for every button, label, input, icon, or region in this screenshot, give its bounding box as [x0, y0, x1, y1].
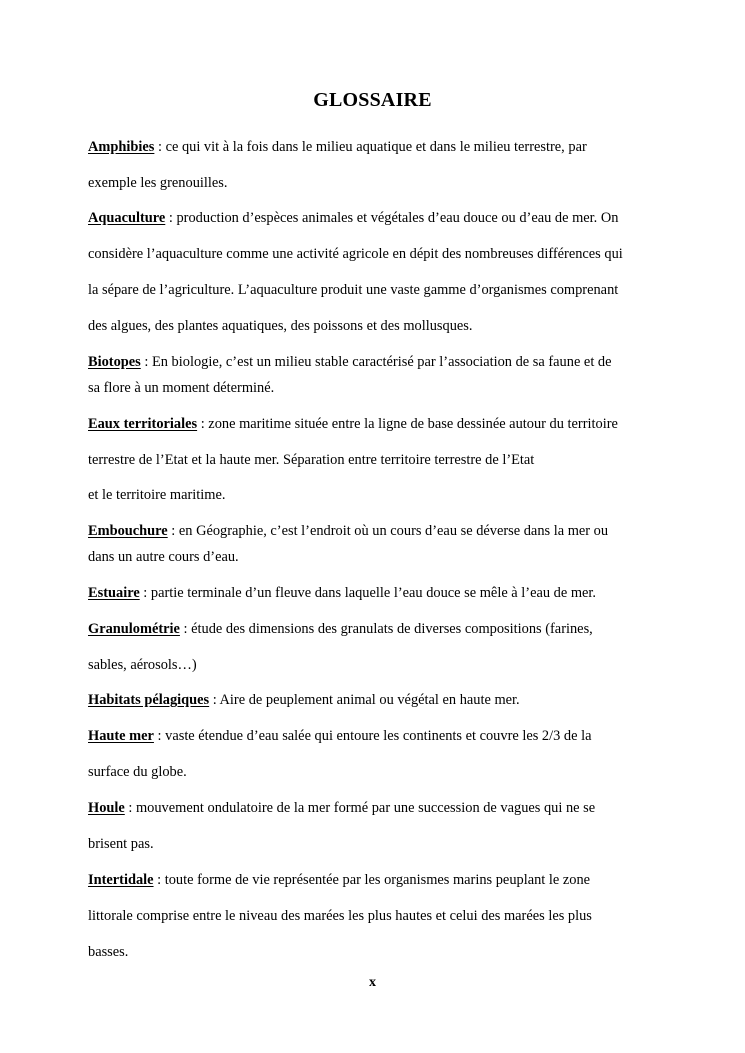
page-title: GLOSSAIRE — [313, 89, 432, 111]
definition-text: : production d’espèces animales et végétales d’eau douce ou d’eau de mer. On — [165, 210, 619, 226]
definition-text: : ce qui vit à la fois dans le milieu aquatique et dans le milieu terrestre, par — [154, 139, 587, 155]
definition-line: considère l’aquaculture comme une activité agricole en dépit des nombreuses différences qui — [88, 246, 623, 262]
glossary-entry-eaux-territoriales — [88, 415, 658, 433]
definition-text: : vaste étendue d’eau salée qui entoure les continents et couvre les 2/3 de la — [153, 728, 592, 744]
definition-line: exemple les grenouilles. — [88, 175, 228, 191]
definition-text: : en Géographie, c’est l’endroit où un cours d’eau se déverse dans la mer ou — [167, 523, 609, 539]
glossary-entry-aquaculture — [88, 209, 658, 227]
definition-text: : Aire de peuplement animal ou végétal en haute mer. — [209, 692, 520, 708]
definition-text: : partie terminale d’un fleuve dans laquelle l’eau douce se mêle à l’eau de mer. — [139, 585, 597, 601]
glossary-entry-embouchure — [88, 522, 658, 540]
glossary-term: Haute mer — [88, 728, 154, 744]
glossary-term: Estuaire — [88, 585, 140, 601]
glossary-entry-haute-mer — [88, 727, 658, 745]
glossary-term: Granulométrie — [88, 621, 180, 637]
definition-line: littorale comprise entre le niveau des marées les plus hautes et celui des marées les plus — [88, 908, 592, 924]
glossary-term: Habitats pélagiques — [88, 692, 210, 708]
glossary-term: Biotopes — [88, 354, 141, 370]
glossary-entry-biotopes — [88, 353, 658, 371]
definition-text: : mouvement ondulatoire de la mer formé par une succession de vagues qui ne se — [124, 800, 596, 816]
glossary-entry-amphibies — [88, 138, 658, 156]
glossary-entry-estuaire — [88, 584, 658, 602]
definition-line: dans un autre cours d’eau. — [88, 549, 239, 565]
definition-line: la sépare de l’agriculture. L’aquaculture produit une vaste gamme d’organismes comprenant — [88, 282, 619, 298]
definition-text: : zone maritime située entre la ligne de base dessinée autour du territoire — [197, 416, 618, 432]
glossary-term: Houle — [88, 800, 125, 816]
definition-line: sa flore à un moment déterminé. — [88, 380, 275, 396]
glossary-term: Intertidale — [88, 872, 154, 888]
glossary-entry-intertidale — [88, 871, 658, 889]
definition-line: des algues, des plantes aquatiques, des poissons et des mollusques. — [88, 318, 473, 334]
definition-line: brisent pas. — [88, 836, 154, 852]
definition-text: : En biologie, c’est un milieu stable caractérisé par l’association de sa faune et de — [140, 354, 612, 370]
glossary-term: Amphibies — [88, 139, 155, 155]
definition-line: sables, aérosols…) — [88, 657, 197, 673]
definition-line: basses. — [88, 944, 129, 960]
definition-line: surface du globe. — [88, 764, 187, 780]
definition-line: terrestre de l’Etat et la haute mer. Séparation entre territoire terrestre de l’Etat — [88, 452, 535, 468]
glossary-term: Embouchure — [88, 523, 168, 539]
definition-text: : toute forme de vie représentée par les organismes marins peuplant le zone — [153, 872, 591, 888]
glossary-entry-granulometrie — [88, 620, 658, 638]
definition-text: : étude des dimensions des granulats de diverses compositions (farines, — [179, 621, 593, 637]
definition-line: et le territoire maritime. — [88, 487, 226, 503]
glossary-entry-houle — [88, 799, 658, 817]
glossary-entry-habitats-pelagiques — [88, 691, 658, 709]
page-number: x — [369, 975, 376, 990]
glossary-term: Aquaculture — [88, 210, 166, 226]
glossary-term: Eaux territoriales — [88, 416, 198, 432]
